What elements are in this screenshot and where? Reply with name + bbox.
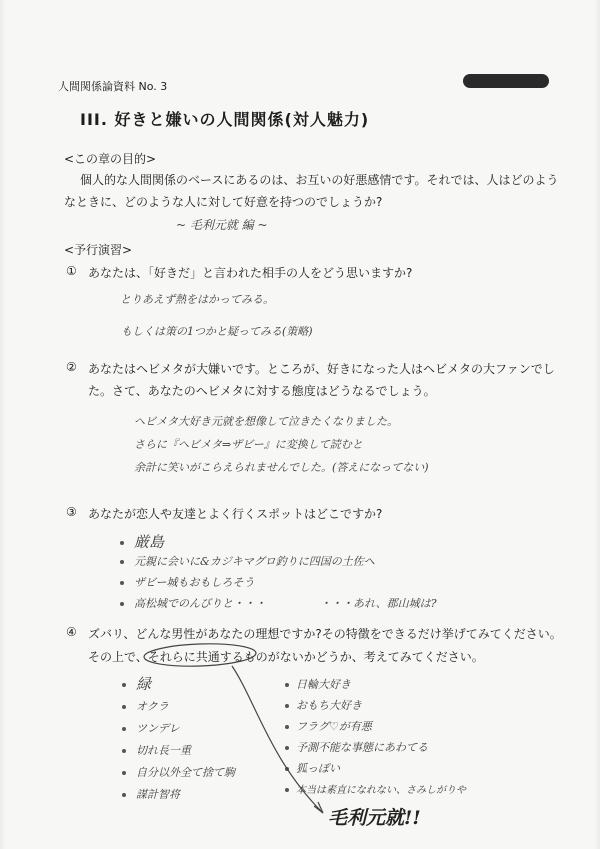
- q4-left-answer-1: 緑: [136, 675, 152, 693]
- q3-answer-1: 厳島: [134, 533, 165, 551]
- q3-text: あなたが恋人や友達とよく行くスポットはどこですか?: [88, 507, 383, 521]
- q2-text-line1: あなたはヘビメタが大嫌いです。ところが、好きになった人はヘビメタの大ファンでし: [88, 362, 555, 376]
- q1-answer-line1: とりあえず熱をはかってみる。: [120, 293, 274, 306]
- q4-conclusion: 毛利元就!!: [328, 807, 421, 829]
- q2-label: ②: [66, 360, 77, 374]
- q1-label: ①: [66, 264, 77, 278]
- handwritten-title: ~ 毛利元就 編 ~: [176, 218, 268, 232]
- purpose-text-line1: 個人的な人間関係のベースにあるのは、お互いの好悪感情です。それでは、人はどのよう: [80, 173, 559, 187]
- chapter-title: III. 好きと嫌いの人間関係(対人魅力): [80, 110, 370, 129]
- q3-label: ③: [66, 505, 77, 519]
- arrow-line: [232, 666, 322, 812]
- q2-text-line2: た。さて、あなたのヘビメタに対する態度はどうなるでしょう。: [88, 384, 436, 398]
- q4-text-line2: その上で、それらに共通するものがないかどうか、考えてみてください。: [88, 650, 484, 664]
- exercises-heading: <予行演習>: [64, 243, 133, 257]
- purpose-text-line2: なときに、どのような人に対して好意を持つのでしょうか?: [64, 195, 383, 209]
- q2-answer-line3: 余計に笑いがこらえられませんでした。(答えになってない): [134, 461, 429, 474]
- q3-answer-4: 高松城でのんびりと・・・: [134, 597, 266, 610]
- circle-mark: [144, 642, 257, 668]
- q2-answer-line1: ヘビメタ大好き元就を想像して泣きたくなりました。: [134, 415, 398, 428]
- q4-label: ④: [66, 625, 77, 639]
- q4-left-answer-3: ツンデレ: [136, 722, 180, 735]
- q4-right-answer-3: フラグ♡が有悪: [296, 720, 372, 733]
- q1-text: あなたは、「好きだ」と言われた相手の人をどう思いますか?: [88, 266, 413, 280]
- q4-left-answer-5: 自分以外全て捨て駒: [136, 766, 235, 779]
- q4-left-answer-2: オクラ: [136, 700, 169, 713]
- q2-answer-line2: さらに『ヘビメタ⇒ザビー』に変換して読むと: [134, 438, 363, 451]
- q4-right-answer-5: 狐っぽい: [296, 762, 340, 775]
- q3-answer-3: ザビー城もおもしろそう: [134, 576, 255, 589]
- q4-left-answer-6: 謀計智将: [136, 788, 180, 801]
- q4-right-answer-1: 日輪大好き: [296, 678, 351, 691]
- purpose-heading: <この章の目的>: [64, 152, 157, 166]
- q4-left-answer-4: 切れ長一重: [136, 744, 191, 757]
- q4-right-answer-2: おもち大好き: [296, 699, 362, 712]
- q4-right-answer-4: 予測不能な事態にあわてる: [296, 741, 428, 754]
- q4-right-answer-6: 本当は素直になれない、さみしがりや: [296, 785, 466, 796]
- q3-answer-2: 元親に会いに&カジキマグロ釣りに四国の土佐へ: [134, 555, 375, 568]
- document-reference: 人間関係論資料 No. 3: [58, 80, 168, 93]
- arrow-head: [314, 802, 323, 813]
- q4-text-line1: ズバリ、どんな男性があなたの理想ですか?その特徴をできるだけ挙げてみてください。: [88, 627, 562, 641]
- q3-answer-5: ・・・あれ、郡山城は?: [320, 597, 437, 610]
- q1-answer-line2: もしくは策の1つかと疑ってみる(策略): [121, 325, 313, 338]
